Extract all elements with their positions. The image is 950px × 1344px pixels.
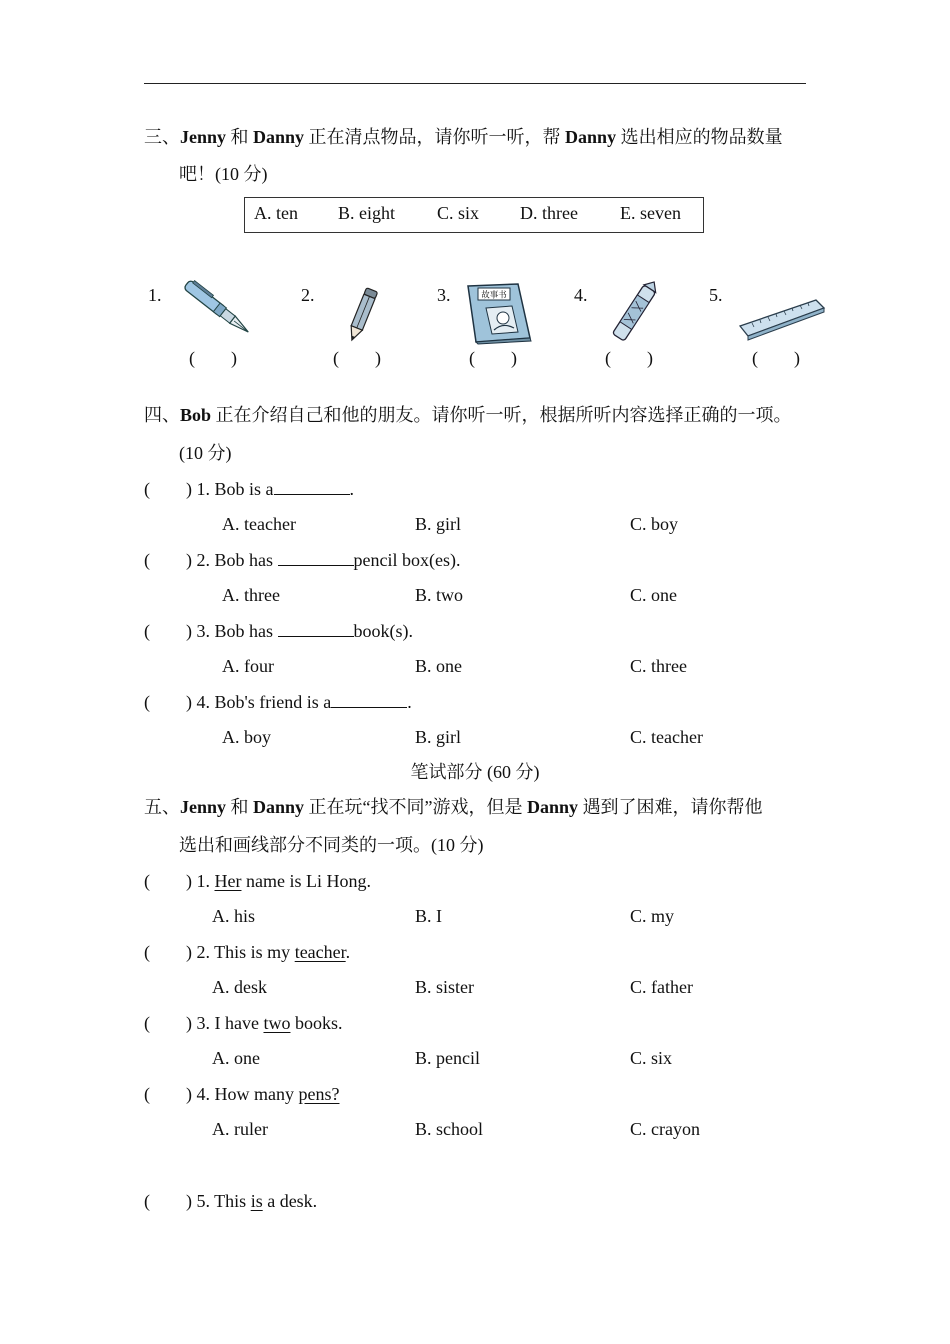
s5q1-option-c: C. my <box>630 906 675 926</box>
s4q3-option-b: B. one <box>415 656 462 676</box>
answer-paren[interactable]: ( ) <box>144 1084 192 1104</box>
section4-instruction-line2: (10 分) <box>179 443 232 463</box>
s4q3-option-a: A. four <box>222 656 274 676</box>
section5-question-4: ( ) 4. How many pens? <box>144 1084 340 1104</box>
s4q2-option-c: C. one <box>630 585 677 605</box>
answer-paren[interactable]: ( ) <box>144 621 192 641</box>
section5-question-1: ( ) 1. Her name is Li Hong. <box>144 871 371 891</box>
section3-option-box <box>244 197 704 233</box>
section5-instruction-line2: 选出和画线部分不同类的一项。(10 分) <box>179 835 484 855</box>
s4q1-option-a: A. teacher <box>222 514 296 534</box>
underlined-word: two <box>263 1013 291 1033</box>
s5q3-option-c: C. six <box>630 1048 673 1068</box>
s4q1-option-b: B. girl <box>415 514 462 534</box>
s5q4-option-b: B. school <box>415 1119 484 1139</box>
s5q3-option-b: B. pencil <box>415 1048 480 1068</box>
s5q2-option-c: C. father <box>630 977 693 997</box>
section5-question-3: ( ) 3. I have two books. <box>144 1013 343 1033</box>
s4q3-option-c: C. three <box>630 656 687 676</box>
option-a: A. ten <box>254 203 298 223</box>
answer-paren[interactable]: ( ) <box>144 871 192 891</box>
section5-instruction-line1: 五、Jenny 和 Danny 正在玩“找不同”游戏，但是 Danny 遇到了困难，请你帮他 <box>144 797 763 817</box>
section5-question-5: ( ) 5. This is a desk. <box>144 1191 318 1211</box>
s5q2-option-a: A. desk <box>212 977 267 997</box>
crayon-icon <box>606 280 662 346</box>
answer-paren[interactable]: ( ) <box>144 692 192 712</box>
picture-4-answer-blank[interactable]: ( ) <box>605 348 653 368</box>
underlined-word: pens? <box>298 1084 340 1104</box>
s5q4-option-c: C. crayon <box>630 1119 700 1139</box>
s5q4-option-a: A. ruler <box>212 1119 268 1139</box>
fill-blank <box>278 549 354 566</box>
underlined-word: teacher <box>294 942 346 962</box>
s4q2-option-b: B. two <box>415 585 464 605</box>
section3-instruction-line1: 三、Jenny 和 Danny 正在清点物品，请你听一听，帮 Danny 选出相应的物品数量 <box>144 127 783 147</box>
fill-blank <box>331 691 407 708</box>
s4q2-option-a: A. three <box>222 585 280 605</box>
section4-question-4: ( ) 4. Bob's friend is a . <box>144 692 412 712</box>
s4q4-option-b: B. girl <box>415 727 462 747</box>
ruler-icon <box>738 298 826 344</box>
section5-question-2: ( ) 2. This is my teacher. <box>144 942 351 962</box>
s5q3-option-a: A. one <box>212 1048 260 1068</box>
section4-question-1: ( ) 1. Bob is a . <box>144 479 355 499</box>
answer-paren[interactable]: ( ) <box>144 942 192 962</box>
s5q1-option-b: B. I <box>415 906 442 926</box>
picture-3-answer-blank[interactable]: ( ) <box>469 348 517 368</box>
s5q2-option-b: B. sister <box>415 977 475 997</box>
s5q1-option-a: A. his <box>212 906 256 926</box>
option-c: C. six <box>437 203 480 223</box>
picture-5-number: 5. <box>709 285 723 305</box>
picture-2-answer-blank[interactable]: ( ) <box>333 348 381 368</box>
picture-1-number: 1. <box>148 285 162 305</box>
s4q4-option-a: A. boy <box>222 727 271 747</box>
underlined-word: Her <box>214 871 242 891</box>
top-rule <box>144 83 806 84</box>
option-e: E. seven <box>620 203 681 223</box>
storybook-label: 故事书 <box>481 290 507 301</box>
fill-blank <box>278 620 354 637</box>
option-d: D. three <box>520 203 578 223</box>
section4-question-3: ( ) 3. Bob has book(s). <box>144 621 413 641</box>
section4-question-2: ( ) 2. Bob has pencil box(es). <box>144 550 461 570</box>
picture-1-answer-blank[interactable]: ( ) <box>189 348 237 368</box>
underlined-word: is <box>250 1191 263 1211</box>
answer-paren[interactable]: ( ) <box>144 1191 192 1211</box>
answer-paren[interactable]: ( ) <box>144 479 192 499</box>
picture-4-number: 4. <box>574 285 588 305</box>
fountain-pen-icon <box>176 274 260 344</box>
pencil-icon <box>344 286 380 344</box>
answer-paren[interactable]: ( ) <box>144 1013 192 1033</box>
fill-blank <box>274 478 350 495</box>
picture-3-number: 3. <box>437 285 451 305</box>
section4-instruction-line1: 四、Bob 正在介绍自己和他的朋友。请你听一听，根据所听内容选择正确的一项。 <box>144 405 792 425</box>
option-b: B. eight <box>338 203 395 223</box>
written-part-heading: 笔试部分 (60 分) <box>410 762 540 782</box>
storybook-icon <box>464 282 534 344</box>
s4q4-option-c: C. teacher <box>630 727 703 747</box>
section3-instruction-line2: 吧！(10 分) <box>179 164 268 184</box>
picture-2-number: 2. <box>301 285 315 305</box>
answer-paren[interactable]: ( ) <box>144 550 192 570</box>
s4q1-option-c: C. boy <box>630 514 679 534</box>
picture-5-answer-blank[interactable]: ( ) <box>752 348 800 368</box>
